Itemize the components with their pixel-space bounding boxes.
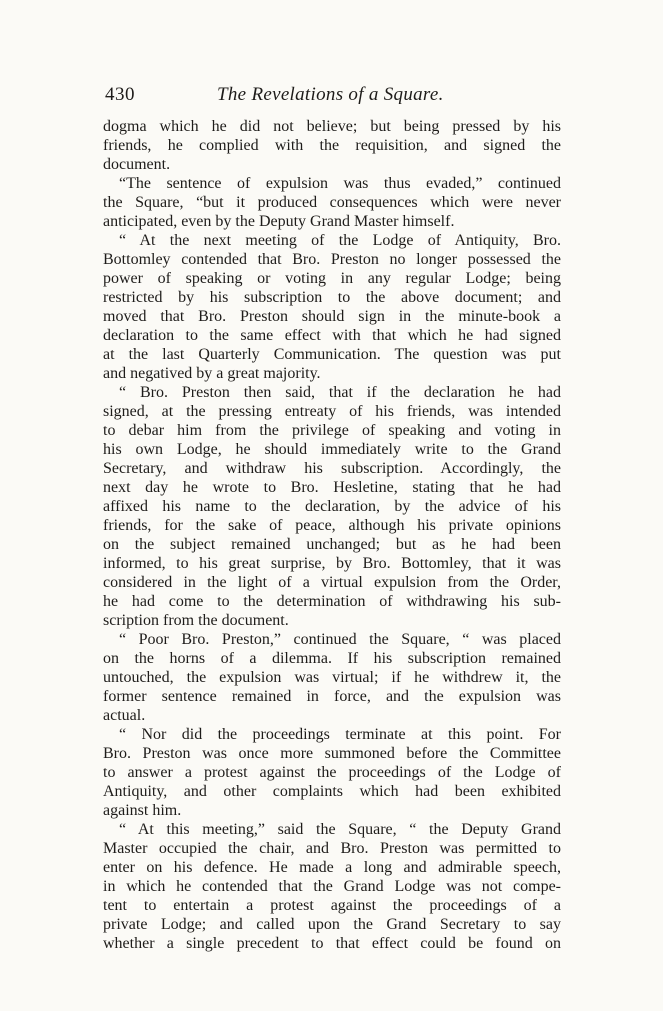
text-line: he had come to the determination of withdrawing his sub- (103, 593, 561, 610)
text-line: against him. (103, 802, 182, 819)
text-line: anticipated, even by the Deputy Grand Master himself. (103, 213, 455, 230)
page-number: 430 (105, 84, 135, 105)
text-line: his own Lodge, he should immediately write to the Grand (103, 441, 561, 458)
text-line: tent to entertain a protest against the proceedings of a (103, 897, 561, 914)
text-line: former sentence remained in force, and the expulsion was (103, 688, 561, 705)
text-line: at the last Quarterly Communication. The question was put (103, 346, 561, 363)
text-line: untouched, the expulsion was virtual; if he withdrew it, the (103, 669, 561, 686)
text-line: the Square, “but it produced consequences which were never (103, 194, 561, 211)
text-line: to answer a protest against the proceedings of the Lodge of (103, 764, 561, 781)
text-line: on the horns of a dilemma. If his subscription remained (103, 650, 561, 667)
text-line: enter on his defence. He made a long and admirable speech, (103, 859, 561, 876)
text-line: “ Nor did the proceedings terminate at this point. For (119, 726, 561, 743)
text-line: Master occupied the chair, and Bro. Preston was permitted to (103, 840, 561, 857)
text-line: Secretary, and withdraw his subscription. Accordingly, the (103, 460, 561, 477)
text-line: scription from the document. (103, 612, 289, 629)
text-line: “ Bro. Preston then said, that if the declaration he had (119, 384, 561, 401)
body-text (103, 117, 561, 953)
text-line: document. (103, 156, 171, 173)
text-line: on the subject remained unchanged; but as he had been (103, 536, 561, 553)
text-line: affixed his name to the declaration, by the advice of his (103, 498, 561, 515)
text-line: and negatived by a great majority. (103, 365, 321, 382)
text-line: considered in the light of a virtual expulsion from the Order, (103, 574, 561, 591)
text-line: “The sentence of expulsion was thus evaded,” continued (119, 175, 561, 192)
text-line: “ Poor Bro. Preston,” continued the Square, “ was placed (119, 631, 561, 648)
text-line: Bottomley contended that Bro. Preston no longer possessed the (103, 251, 561, 268)
text-line: to debar him from the privilege of speaking and voting in (103, 422, 561, 439)
text-line: actual. (103, 707, 146, 724)
text-line: friends, he complied with the requisition, and signed the (103, 137, 561, 154)
running-head (105, 84, 561, 108)
text-line: whether a single precedent to that effect could be found on (103, 935, 561, 952)
text-line: dogma which he did not believe; but being pressed by his (103, 118, 561, 135)
running-title: The Revelations of a Square. (217, 84, 444, 105)
text-line: restricted by his subscription to the above document; and (103, 289, 561, 306)
text-line: Bro. Preston was once more summoned before the Committee (103, 745, 561, 762)
text-line: “ At the next meeting of the Lodge of Antiquity, Bro. (119, 232, 561, 249)
text-line: informed, to his great surprise, by Bro. Bottomley, that it was (103, 555, 561, 572)
text-line: next day he wrote to Bro. Hesletine, stating that he had (103, 479, 561, 496)
text-line: friends, for the sake of peace, although his private opinions (103, 517, 561, 534)
text-line: declaration to the same effect with that which he had signed (103, 327, 561, 344)
text-line: power of speaking or voting in any regular Lodge; being (103, 270, 561, 287)
text-line: private Lodge; and called upon the Grand Secretary to say (103, 916, 561, 933)
text-line: signed, at the pressing entreaty of his friends, was intended (103, 403, 561, 420)
text-line: moved that Bro. Preston should sign in the minute-book a (103, 308, 561, 325)
text-line: “ At this meeting,” said the Square, “ the Deputy Grand (119, 821, 561, 838)
text-line: in which he contended that the Grand Lodge was not compe- (103, 878, 561, 895)
text-line: Antiquity, and other complaints which had been exhibited (103, 783, 561, 800)
